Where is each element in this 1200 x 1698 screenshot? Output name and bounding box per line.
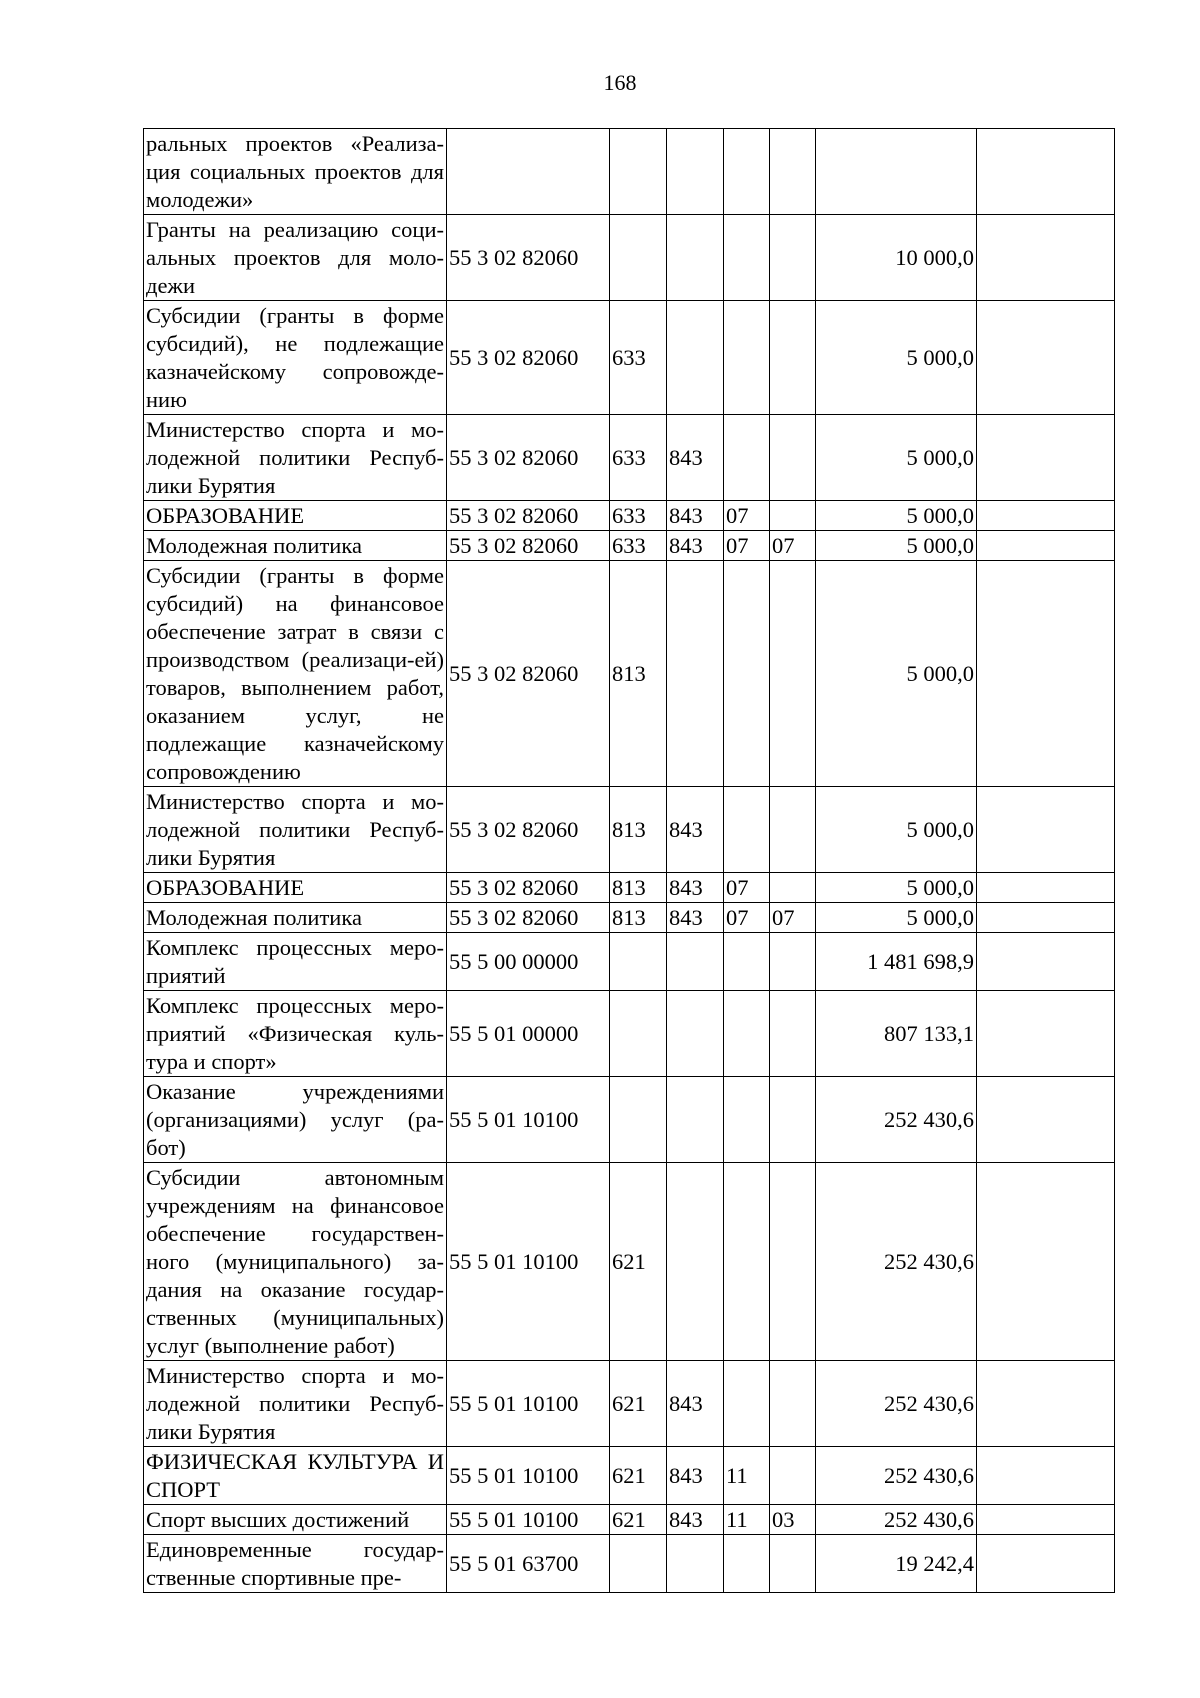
extra-cell — [977, 561, 1115, 787]
expense-type-cell — [610, 933, 667, 991]
table-row — [144, 1163, 1115, 1361]
expense-type-cell — [610, 1077, 667, 1163]
target-article-code-cell: 55 5 01 10100 — [447, 1077, 610, 1163]
subsection-code-cell: 07 — [770, 903, 816, 933]
target-article-code-cell — [447, 129, 610, 215]
extra-cell — [977, 215, 1115, 301]
expense-type-cell: 813 — [610, 903, 667, 933]
page-number: 168 — [603, 70, 637, 95]
subsection-code-cell — [770, 501, 816, 531]
section-code-cell — [724, 1535, 770, 1593]
administrator-code-cell: 843 — [667, 1447, 724, 1505]
target-article-code-cell: 55 5 01 10100 — [447, 1505, 610, 1535]
amount-cell — [816, 129, 977, 215]
extra-cell — [977, 531, 1115, 561]
extra-cell — [977, 933, 1115, 991]
expense-type-cell: 813 — [610, 787, 667, 873]
row-name-cell: Спорт высших достижений — [144, 1505, 447, 1535]
subsection-code-cell — [770, 1163, 816, 1361]
extra-cell — [977, 1505, 1115, 1535]
extra-cell — [977, 1447, 1115, 1505]
target-article-code-cell: 55 5 01 63700 — [447, 1535, 610, 1593]
row-name-cell: Министерство спорта и мо-лодежной политики Респуб-лики Бурятия — [144, 1361, 447, 1447]
administrator-code-cell — [667, 129, 724, 215]
extra-cell — [977, 787, 1115, 873]
administrator-code-cell — [667, 991, 724, 1077]
section-code-cell: 11 — [724, 1505, 770, 1535]
extra-cell — [977, 301, 1115, 415]
row-name-cell: Гранты на реализацию соци-альных проектов для моло-дежи — [144, 215, 447, 301]
table-row — [144, 561, 1115, 787]
row-name-cell: Министерство спорта и мо-лодежной политики Респуб-лики Бурятия — [144, 787, 447, 873]
section-code-cell — [724, 1361, 770, 1447]
expense-type-cell — [610, 1535, 667, 1593]
amount-cell: 19 242,4 — [816, 1535, 977, 1593]
amount-cell: 5 000,0 — [816, 301, 977, 415]
amount-cell: 5 000,0 — [816, 873, 977, 903]
amount-cell: 252 430,6 — [816, 1447, 977, 1505]
extra-cell — [977, 1535, 1115, 1593]
subsection-code-cell — [770, 129, 816, 215]
subsection-code-cell: 03 — [770, 1505, 816, 1535]
section-code-cell — [724, 129, 770, 215]
row-name-cell: Министерство спорта и мо-лодежной политики Респуб-лики Бурятия — [144, 415, 447, 501]
subsection-code-cell — [770, 1077, 816, 1163]
target-article-code-cell: 55 3 02 82060 — [447, 903, 610, 933]
administrator-code-cell: 843 — [667, 903, 724, 933]
section-code-cell — [724, 415, 770, 501]
table-row — [144, 1447, 1115, 1505]
extra-cell — [977, 415, 1115, 501]
budget-table — [143, 128, 1115, 1593]
subsection-code-cell — [770, 991, 816, 1077]
table-row — [144, 129, 1115, 215]
row-name-cell: Молодежная политика — [144, 531, 447, 561]
section-code-cell: 07 — [724, 501, 770, 531]
section-code-cell — [724, 933, 770, 991]
administrator-code-cell: 843 — [667, 873, 724, 903]
table-row — [144, 531, 1115, 561]
extra-cell — [977, 1077, 1115, 1163]
amount-cell: 252 430,6 — [816, 1163, 977, 1361]
expense-type-cell — [610, 129, 667, 215]
row-name-cell: Субсидии автономным учреждениям на финансовое обеспечение государствен-ного (муниципального) за-дания на оказание государ-ственных (муниципальных) услуг (выполнение работ) — [144, 1163, 447, 1361]
target-article-code-cell: 55 5 01 10100 — [447, 1163, 610, 1361]
amount-cell: 1 481 698,9 — [816, 933, 977, 991]
table-row — [144, 415, 1115, 501]
table-row — [144, 1361, 1115, 1447]
row-name-cell: Комплекс процессных меро-приятий — [144, 933, 447, 991]
administrator-code-cell: 843 — [667, 531, 724, 561]
section-code-cell — [724, 1163, 770, 1361]
row-name-cell: ральных проектов «Реализа-ция социальных проектов для молодежи» — [144, 129, 447, 215]
administrator-code-cell: 843 — [667, 1361, 724, 1447]
target-article-code-cell: 55 3 02 82060 — [447, 215, 610, 301]
administrator-code-cell — [667, 561, 724, 787]
extra-cell — [977, 903, 1115, 933]
target-article-code-cell: 55 3 02 82060 — [447, 501, 610, 531]
table-row — [144, 933, 1115, 991]
row-name-cell: ОБРАЗОВАНИЕ — [144, 501, 447, 531]
subsection-code-cell — [770, 873, 816, 903]
table-row — [144, 787, 1115, 873]
table-row — [144, 301, 1115, 415]
target-article-code-cell: 55 5 01 10100 — [447, 1447, 610, 1505]
extra-cell — [977, 991, 1115, 1077]
section-code-cell — [724, 301, 770, 415]
subsection-code-cell: 07 — [770, 531, 816, 561]
row-name-cell: Субсидии (гранты в форме субсидий) на финансовое обеспечение затрат в связи с производством (реализаци-ей) товаров, выполнением работ, оказанием услуг, не подлежащие казначейскому сопровождению — [144, 561, 447, 787]
target-article-code-cell: 55 5 01 00000 — [447, 991, 610, 1077]
administrator-code-cell: 843 — [667, 415, 724, 501]
expense-type-cell: 813 — [610, 873, 667, 903]
subsection-code-cell — [770, 415, 816, 501]
subsection-code-cell — [770, 561, 816, 787]
table-row — [144, 903, 1115, 933]
target-article-code-cell: 55 3 02 82060 — [447, 787, 610, 873]
target-article-code-cell: 55 3 02 82060 — [447, 415, 610, 501]
expense-type-cell: 621 — [610, 1505, 667, 1535]
table-row — [144, 1077, 1115, 1163]
expense-type-cell: 621 — [610, 1163, 667, 1361]
administrator-code-cell — [667, 301, 724, 415]
expense-type-cell: 633 — [610, 531, 667, 561]
subsection-code-cell — [770, 215, 816, 301]
amount-cell: 252 430,6 — [816, 1505, 977, 1535]
extra-cell — [977, 1361, 1115, 1447]
amount-cell: 5 000,0 — [816, 531, 977, 561]
expense-type-cell — [610, 991, 667, 1077]
amount-cell: 807 133,1 — [816, 991, 977, 1077]
table-row — [144, 873, 1115, 903]
administrator-code-cell — [667, 1535, 724, 1593]
expense-type-cell: 633 — [610, 501, 667, 531]
administrator-code-cell — [667, 1163, 724, 1361]
row-name-cell: Молодежная политика — [144, 903, 447, 933]
section-code-cell: 07 — [724, 903, 770, 933]
expense-type-cell: 621 — [610, 1447, 667, 1505]
table-body — [144, 129, 1115, 1593]
extra-cell — [977, 129, 1115, 215]
administrator-code-cell — [667, 215, 724, 301]
row-name-cell: ФИЗИЧЕСКАЯ КУЛЬТУРА И СПОРТ — [144, 1447, 447, 1505]
section-code-cell: 07 — [724, 531, 770, 561]
extra-cell — [977, 1163, 1115, 1361]
target-article-code-cell: 55 3 02 82060 — [447, 301, 610, 415]
amount-cell: 5 000,0 — [816, 501, 977, 531]
expense-type-cell: 633 — [610, 301, 667, 415]
subsection-code-cell — [770, 1535, 816, 1593]
administrator-code-cell — [667, 933, 724, 991]
extra-cell — [977, 501, 1115, 531]
target-article-code-cell: 55 3 02 82060 — [447, 531, 610, 561]
amount-cell: 5 000,0 — [816, 561, 977, 787]
table-row — [144, 1535, 1115, 1593]
section-code-cell — [724, 215, 770, 301]
table-row — [144, 501, 1115, 531]
subsection-code-cell — [770, 1361, 816, 1447]
subsection-code-cell — [770, 1447, 816, 1505]
amount-cell: 5 000,0 — [816, 787, 977, 873]
table-row — [144, 215, 1115, 301]
target-article-code-cell: 55 3 02 82060 — [447, 561, 610, 787]
subsection-code-cell — [770, 933, 816, 991]
administrator-code-cell: 843 — [667, 787, 724, 873]
administrator-code-cell — [667, 1077, 724, 1163]
administrator-code-cell: 843 — [667, 1505, 724, 1535]
administrator-code-cell: 843 — [667, 501, 724, 531]
amount-cell: 252 430,6 — [816, 1077, 977, 1163]
section-code-cell: 07 — [724, 873, 770, 903]
amount-cell: 252 430,6 — [816, 1361, 977, 1447]
row-name-cell: Единовременные государ-ственные спортивные пре- — [144, 1535, 447, 1593]
section-code-cell: 11 — [724, 1447, 770, 1505]
amount-cell: 10 000,0 — [816, 215, 977, 301]
section-code-cell — [724, 561, 770, 787]
section-code-cell — [724, 1077, 770, 1163]
row-name-cell: Субсидии (гранты в форме субсидий), не подлежащие казначейскому сопровожде-нию — [144, 301, 447, 415]
target-article-code-cell: 55 3 02 82060 — [447, 873, 610, 903]
table-row — [144, 1505, 1115, 1535]
row-name-cell: ОБРАЗОВАНИЕ — [144, 873, 447, 903]
target-article-code-cell: 55 5 00 00000 — [447, 933, 610, 991]
section-code-cell — [724, 787, 770, 873]
row-name-cell: Комплекс процессных меро-приятий «Физическая куль-тура и спорт» — [144, 991, 447, 1077]
subsection-code-cell — [770, 787, 816, 873]
subsection-code-cell — [770, 301, 816, 415]
expense-type-cell — [610, 215, 667, 301]
section-code-cell — [724, 991, 770, 1077]
amount-cell: 5 000,0 — [816, 903, 977, 933]
expense-type-cell: 633 — [610, 415, 667, 501]
row-name-cell: Оказание учреждениями (организациями) услуг (ра-бот) — [144, 1077, 447, 1163]
table-row — [144, 991, 1115, 1077]
expense-type-cell: 813 — [610, 561, 667, 787]
extra-cell — [977, 873, 1115, 903]
expense-type-cell: 621 — [610, 1361, 667, 1447]
amount-cell: 5 000,0 — [816, 415, 977, 501]
target-article-code-cell: 55 5 01 10100 — [447, 1361, 610, 1447]
